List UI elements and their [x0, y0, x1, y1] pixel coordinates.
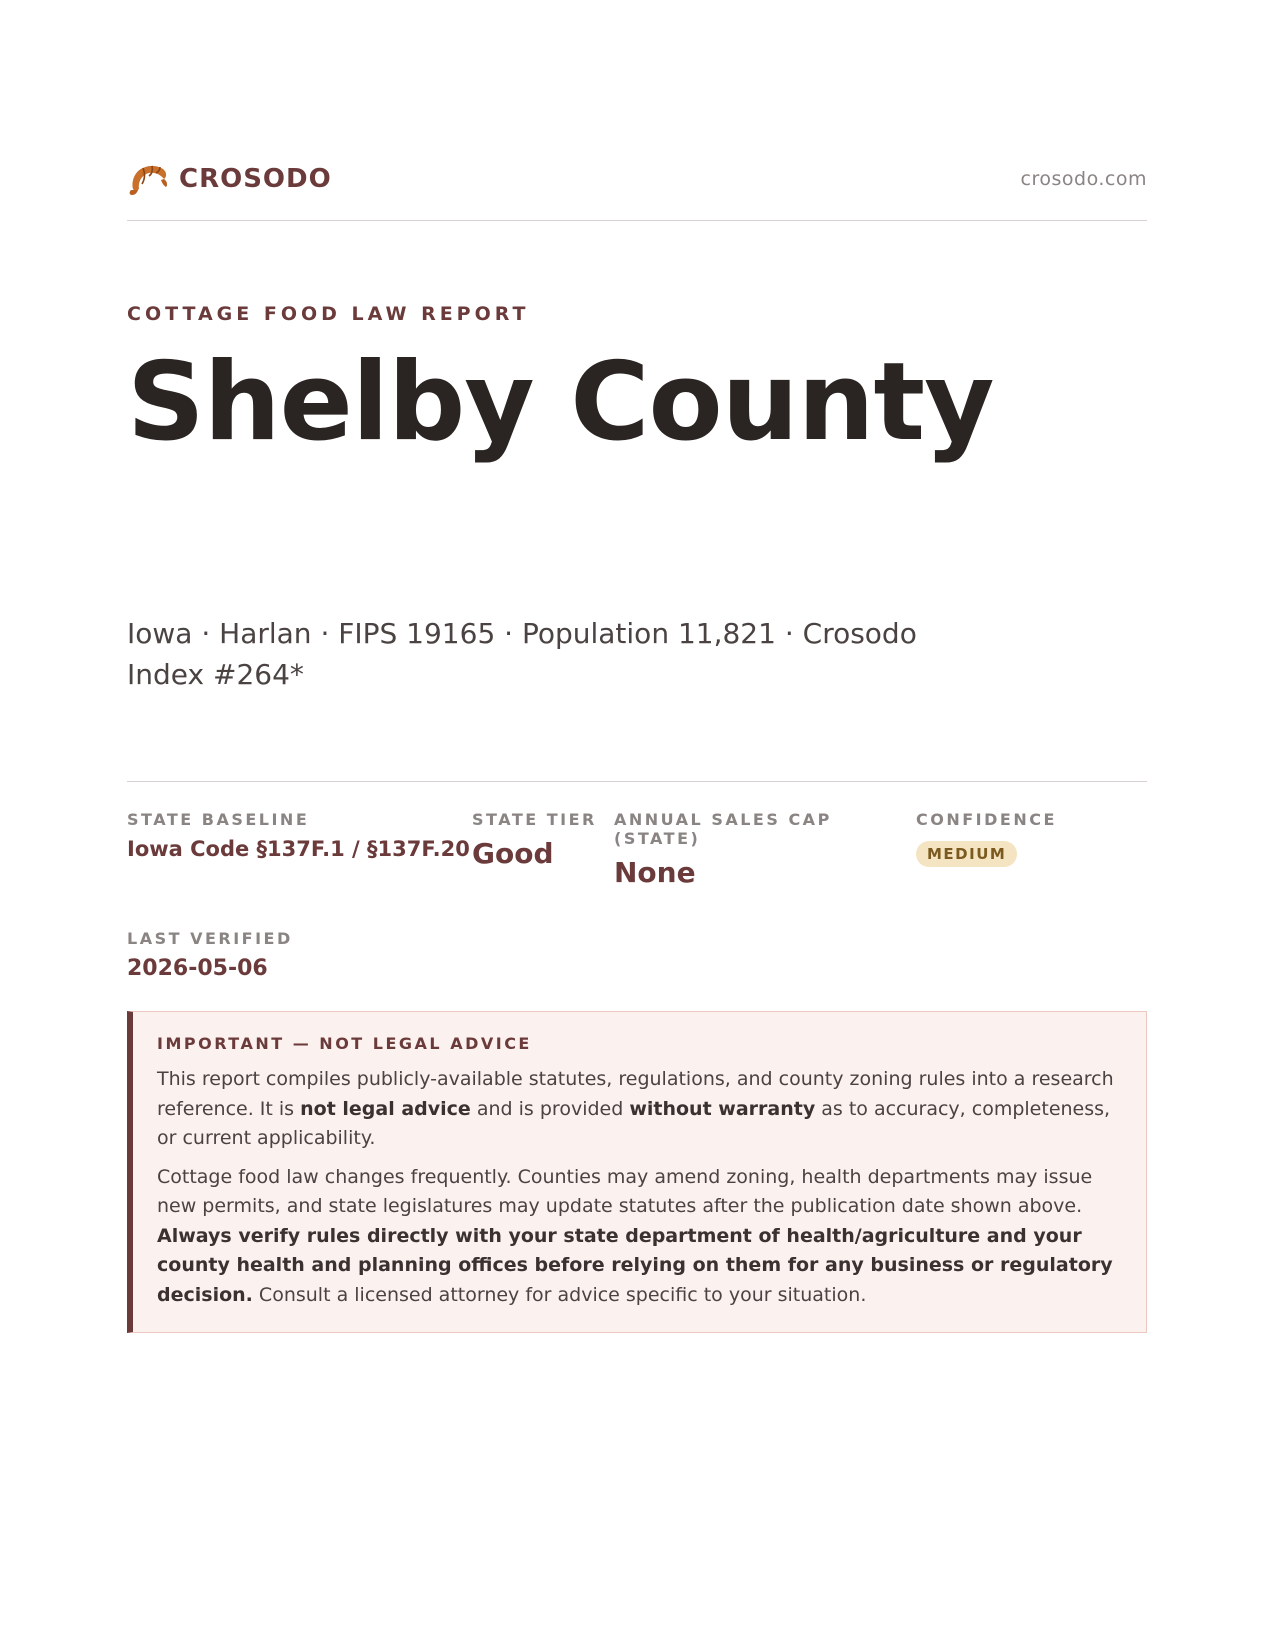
notice-text: Cottage food law changes frequently. Counties may amend zoning, health departments may issue new permits, and state legislatures may update statutes after the publication date shown above.	[157, 1165, 1093, 1217]
report-page	[127, 152, 1147, 1333]
notice-emphasis: without warranty	[629, 1097, 816, 1120]
page-header	[127, 152, 1147, 221]
croissant-icon	[127, 159, 169, 199]
notice-text: as to accuracy, completeness, or current applicability.	[157, 1097, 1111, 1149]
brand[interactable]	[127, 159, 332, 199]
stat-value: Good	[472, 837, 554, 870]
stat-last-verified	[127, 929, 1147, 981]
notice-paragraph	[157, 1065, 1120, 1154]
brand-name: CROSODO	[179, 164, 332, 194]
stat-label: LAST VERIFIED	[127, 929, 293, 948]
notice-paragraph	[157, 1163, 1120, 1311]
stat-label: STATE BASELINE	[127, 810, 310, 829]
stat-value: None	[614, 856, 696, 889]
site-url-link[interactable]: crosodo.com	[1020, 168, 1147, 190]
notice-text: This report compiles publicly-available statutes, regulations, and county zoning rules into a research reference. It is	[157, 1068, 1114, 1120]
stat-confidence	[916, 810, 1116, 889]
stats-row	[127, 810, 1147, 889]
stat-label: ANNUAL SALES CAP (STATE)	[614, 810, 832, 848]
stat-label: CONFIDENCE	[916, 810, 1057, 829]
section-divider	[127, 781, 1147, 782]
report-type-label: COTTAGE FOOD LAW REPORT	[127, 303, 530, 325]
county-summary: Iowa · Harlan · FIPS 19165 · Population 11,821 · Crosodo Index #264*	[127, 617, 917, 691]
stat-state-tier	[472, 810, 614, 889]
legal-notice	[127, 1011, 1147, 1333]
stat-label: STATE TIER	[472, 810, 597, 829]
notice-emphasis: Always verify rules directly with your state department of health/agriculture and your county health and planning offices before relying on them for any business or regulatory decision.	[157, 1224, 1113, 1306]
notice-emphasis: not legal advice	[300, 1097, 471, 1120]
stat-sales-cap	[614, 810, 916, 889]
notice-text: Consult a licensed attorney for advice specific to your situation.	[252, 1283, 867, 1306]
stat-value: 2026-05-06	[127, 956, 268, 981]
page-title: Shelby County	[127, 340, 994, 465]
notice-title: IMPORTANT — NOT LEGAL ADVICE	[157, 1034, 532, 1053]
notice-text: and is provided	[470, 1097, 630, 1120]
stat-value: Iowa Code §137F.1 / §137F.20	[127, 837, 470, 861]
stat-state-baseline	[127, 810, 472, 889]
confidence-badge: MEDIUM	[916, 841, 1017, 867]
